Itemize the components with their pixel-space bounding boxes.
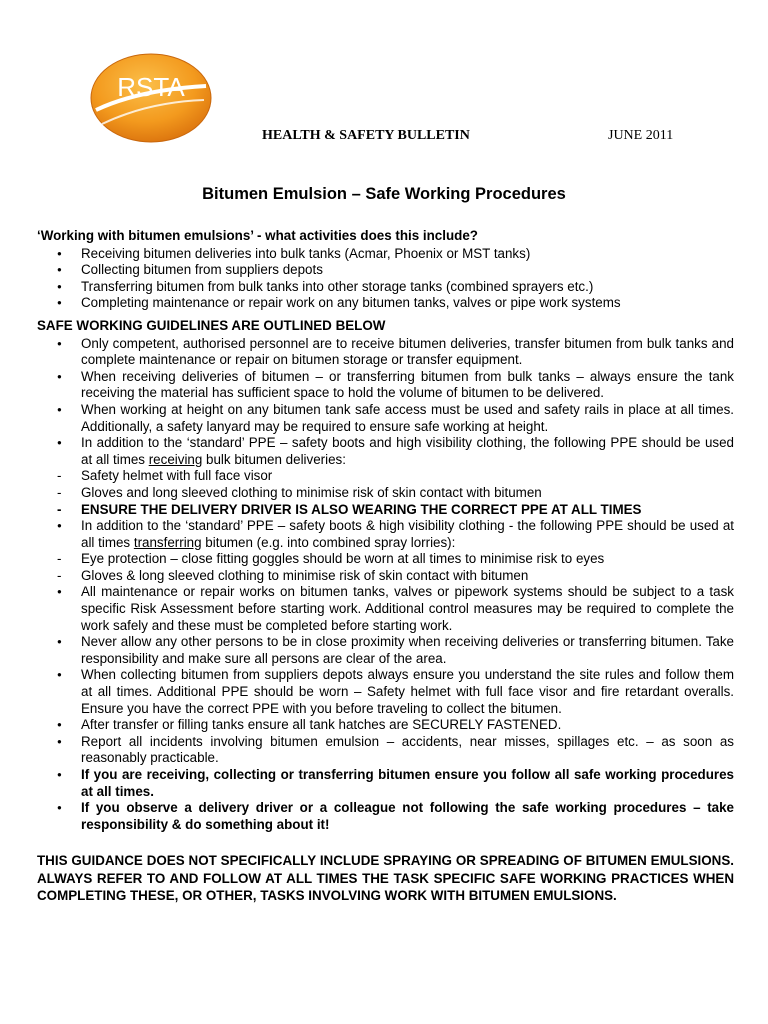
activities-list [37,246,734,312]
list-item: ● After transfer or filling tanks ensure all tank hatches are SECURELY FASTENED. [37,717,734,734]
list-item: ● Report all incidents involving bitumen emulsion – accidents, near misses, spillages etc. – as soon as reasonably practicable. [37,734,734,767]
list-item: - Eye protection – close fitting goggles should be worn at all times to minimise risk to eyes [37,551,734,568]
list-item: ● When working at height on any bitumen tank safe access must be used and safety rails in place at all times. Additionally, a safety lanyard may be required to ensure safe working at height. [37,402,734,435]
list-item: ● Never allow any other persons to be in close proximity when receiving deliveries or transferring bitumen. Take responsibility and make sure all persons are clear of the area. [37,634,734,667]
list-item: - Gloves and long sleeved clothing to minimise risk of skin contact with bitumen [37,485,734,502]
list-item: ● If you observe a delivery driver or a colleague not following the safe working procedures – take responsibility & do something about it! [37,800,734,833]
rsta-logo [88,50,214,146]
guidelines-heading: SAFE WORKING GUIDELINES ARE OUTLINED BELOW [37,317,386,333]
list-item: ● If you are receiving, collecting or transferring bitumen ensure you follow all safe working procedures at all times. [37,767,734,800]
bulletin-date: JUNE 2011 [608,128,674,143]
list-item: ● All maintenance or repair works on bitumen tanks, valves or pipework systems should be subject to a task specific Risk Assessment before starting work. Additional control measures may be required to complete the work safely and these must be completed before starting work. [37,584,734,634]
list-item: ● When receiving deliveries of bitumen – or transferring bitumen from bulk tanks – always ensure the tank receiving the material has sufficient space to hold the volume of bitumen to be delivered. [37,369,734,402]
guidelines-list [37,336,734,834]
list-item: ● In addition to the ‘standard’ PPE – safety boots and high visibility clothing, the following PPE should be used at all times receiving bulk bitumen deliveries: [37,435,734,468]
list-item: ● Collecting bitumen from suppliers depots [37,262,734,279]
list-item: ● Completing maintenance or repair work on any bitumen tanks, valves or pipe work systems [37,295,734,312]
list-item: - ENSURE THE DELIVERY DRIVER IS ALSO WEARING THE CORRECT PPE AT ALL TIMES [37,502,734,519]
list-item: ● Only competent, authorised personnel are to receive bitumen deliveries, transfer bitumen from bulk tanks and complete maintenance or repair on bitumen storage or transfer equipment. [37,336,734,369]
list-item: ● Receiving bitumen deliveries into bulk tanks (Acmar, Phoenix or MST tanks) [37,246,734,263]
footer-notice: THIS GUIDANCE DOES NOT SPECIFICALLY INCLUDE SPRAYING OR SPREADING OF BITUMEN EMULSIONS. ALWAYS REFER TO AND FOLLOW AT ALL TIMES THE TASK SPECIFIC SAFE WORKING PRACTICES WHEN COMPLETING THESE, OR OTHER, TASKS INVOLVING WORK WITH BITUMEN EMULSIONS. [37,853,734,904]
list-item: ● In addition to the ‘standard’ PPE – safety boots & high visibility clothing - the following PPE should be used at all times transferring bitumen (e.g. into combined spray lorries): [37,518,734,551]
list-item: ● When collecting bitumen from suppliers depots always ensure you understand the site rules and follow them at all times. Additional PPE should be worn – Safety helmet with full face visor and fire retardant overalls. Ensure you have the correct PPE with you before traveling to collect the bitumen. [37,667,734,717]
page-title: Bitumen Emulsion – Safe Working Procedures [202,185,566,203]
list-item: ● Transferring bitumen from bulk tanks into other storage tanks (combined sprayers etc.) [37,279,734,296]
logo-text: RSTA [117,72,185,102]
list-item: - Safety helmet with full face visor [37,468,734,485]
list-item: - Gloves & long sleeved clothing to minimise risk of skin contact with bitumen [37,568,734,585]
bulletin-body [37,228,734,905]
bulletin-title: HEALTH & SAFETY BULLETIN [262,128,470,143]
activities-question: ‘Working with bitumen emulsions’ - what activities does this include? [37,228,478,243]
